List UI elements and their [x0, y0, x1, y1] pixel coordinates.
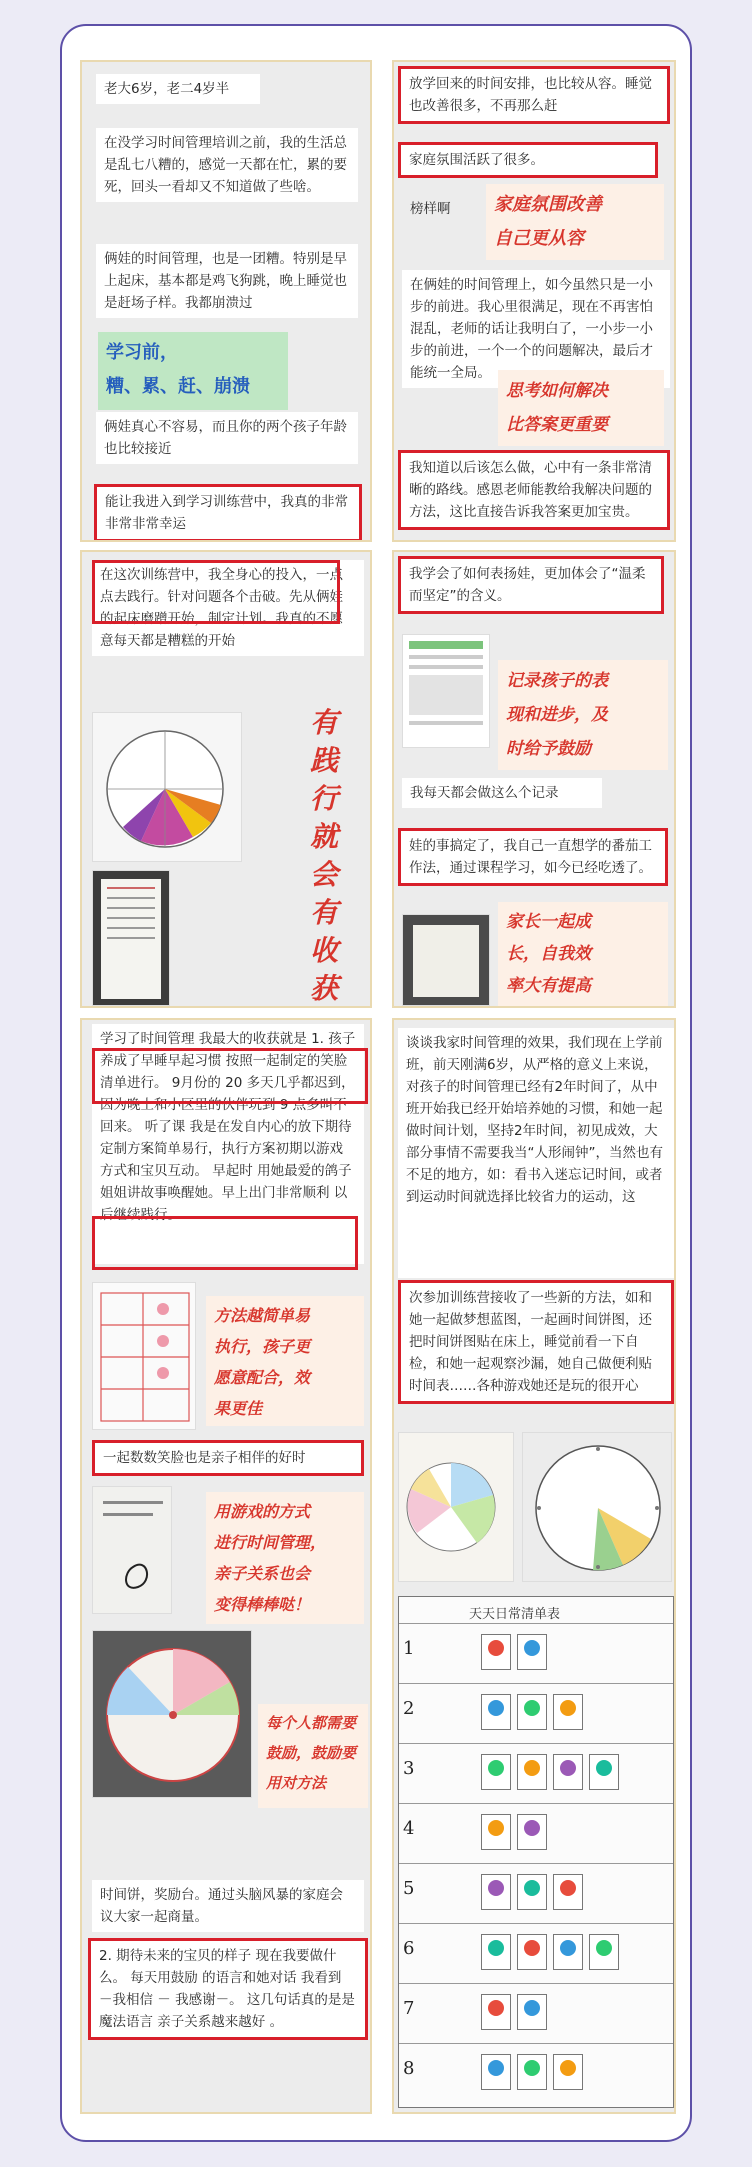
- vertical-note-char: 有: [309, 896, 338, 929]
- clock-pie-photo: [522, 1432, 672, 1582]
- vertical-note-char: 行: [309, 782, 338, 815]
- role-model-text: 榜样啊: [410, 201, 451, 217]
- habit-intro-text: 学习了时间管理 我最大的收获就是 1. 孩子养成了早睡早起习惯 按照一起制定的笑脸清单进行。 9月份的 20 多天几乎都迟到，因为晚上和小区里的伙伴玩到 9 点多叫不回来。 听了课 我是在发自内心的放下期待 定制方案简单易行，执行方案初期以游戏方式和宝贝互动。 早起时 用她最爱的鸽子姐姐讲故事唤醒她。早上出门非常顺利 以后继续践行。: [92, 1024, 364, 1264]
- vertical-note-char: 获: [309, 972, 338, 1005]
- hand-drawn-photo: [92, 1486, 172, 1614]
- future-text: 2. 期待未来的宝贝的样子 现在我要做什么。 每天用鼓励 的语言和她对话 我看到 －我相信 － 我感谢－。 这几句话真的是是魔法语言 亲子关系越来越好 。: [88, 1938, 368, 2040]
- checklist-title: 天天日常清单表: [469, 1607, 561, 1622]
- sticker-icon: [481, 1934, 511, 1970]
- panel-after-training: [392, 60, 676, 542]
- checklist-row: [399, 1983, 673, 2044]
- sticker-icon: [481, 2054, 511, 2090]
- sticker-icon: [589, 1754, 619, 1790]
- chaos-text: 俩娃的时间管理，也是一团糟。特别是早上起床，基本都是鸡飞狗跳，晚上睡觉也是赶场子样。我都崩溃过: [96, 244, 358, 318]
- checklist-row-number: 1: [403, 1638, 415, 1659]
- pie-meeting-text: 时间饼，奖励台。通过头脑风暴的家庭会议大家一起商量。: [92, 1880, 364, 1932]
- planner-photo: [402, 914, 490, 1006]
- dream-map-photo: [398, 1432, 514, 1582]
- sticker-icon: [517, 1874, 547, 1910]
- habit-highlight-box-2: [92, 1216, 358, 1270]
- checklist-row: [399, 2043, 673, 2104]
- checklist-row-number: 7: [403, 1998, 415, 2019]
- phone-screenshot-photo: [402, 634, 490, 748]
- chaos-text-2: 俩娃真心不容易，而且你的两个孩子年龄也比较接近: [96, 412, 358, 464]
- method-text: 我知道以后该怎么做，心中有一条非常清晰的路线。感恩老师能教给我解决问题的方法，这比直接告诉我答案更加宝贵。: [398, 450, 670, 530]
- vertical-note-char: 有: [309, 706, 338, 739]
- sticker-icon: [481, 1754, 511, 1790]
- smile-chart-photo: [92, 1282, 196, 1430]
- vertical-note-char: 践: [309, 744, 338, 777]
- note-game-method: 用游戏的方式 进行时间管理， 亲子关系也会 变得棒棒哒！: [206, 1492, 364, 1624]
- tomato-method-text: 娃的事搞定了，我自己一直想学的番茄工作法，通过课程学习，如今已经吃透了。: [398, 828, 668, 886]
- camp-method-text: 次参加训练营接收了一些新的方法，如和她一起做梦想蓝图，一起画时间饼图，还把时间饼图贴在床上，睡觉前看一下自检，和她一起观察沙漏，她自己做便利贴时间表……各种游戏她还是玩的很开心: [398, 1280, 674, 1404]
- sticker-icon: [589, 1934, 619, 1970]
- checklist-row-number: 2: [403, 1698, 415, 1719]
- sticker-icon: [517, 1634, 547, 1670]
- panel-habit: [80, 1018, 372, 2114]
- sticker-icon: [481, 1634, 511, 1670]
- vertical-note-char: 会: [309, 858, 338, 891]
- smile-count-text: 一起数数笑脸也是亲子相伴的好时: [92, 1440, 364, 1476]
- checklist-row: [399, 1683, 673, 1744]
- checklist-row-number: 3: [403, 1758, 415, 1779]
- sticker-icon: [481, 1814, 511, 1850]
- daily-checklist-table: [398, 1596, 674, 2108]
- sticker-icon: [517, 1754, 547, 1790]
- checklist-row-number: 4: [403, 1818, 415, 1839]
- article-frame: [60, 24, 692, 2142]
- vertical-note-char: 就: [309, 820, 338, 853]
- checklist-row-number: 5: [403, 1878, 415, 1899]
- sticker-icon: [481, 1694, 511, 1730]
- note-record-progress: 记录孩子的表 现和进步，及 时给予鼓励: [498, 660, 668, 770]
- time-pie-photo: [92, 712, 242, 862]
- progress-text: 在俩娃的时间管理上，如今虽然只是一小步的前进。我心里很满足，现在不再害怕混乱，老师的话让我明白了，一小步一小步的前进，一个一个的问题解决，最后才能统一全局。: [402, 270, 670, 388]
- record-text: 我每天都会做这么个记录: [402, 778, 602, 808]
- checklist-row: [399, 1803, 673, 1864]
- note-before-learning: 学习前， 糟、累、赶、崩溃: [98, 332, 288, 410]
- schedule-list-photo: [92, 870, 170, 1006]
- sticker-icon: [553, 1694, 583, 1730]
- panel-praise: [392, 550, 676, 1008]
- kids-age-text: 老大6岁，老二4岁半: [96, 74, 260, 104]
- sticker-icon: [553, 1754, 583, 1790]
- before-training-text: 在没学习时间管理培训之前，我的生活总是乱七八糟的，感觉一天都在忙，累的要死，回头一看却又不知道做了些啥。: [96, 128, 358, 202]
- camp-highlight-box: [92, 560, 340, 624]
- sticker-icon: [553, 1874, 583, 1910]
- camp-practice-text: 在这次训练营中，我全身心的投入，一点点去践行。针对问题各个击破。先从俩娃的起床磨蹭开始，制定计划。我真的不愿意每天都是糟糕的开始: [92, 560, 364, 656]
- sticker-icon: [517, 1814, 547, 1850]
- sticker-icon: [481, 1874, 511, 1910]
- afterschool-text: 放学回来的时间安排，也比较从容。睡觉也改善很多，不再那么赶: [398, 66, 670, 124]
- checklist-row: [399, 1863, 673, 1924]
- sticker-icon: [517, 2054, 547, 2090]
- note-encourage: 每个人都需要 鼓励，鼓励要 用对方法: [258, 1704, 368, 1808]
- checklist-row-number: 8: [403, 2058, 415, 2079]
- habit-highlight-box-1: [92, 1048, 368, 1104]
- note-simple-method: 方法越简单易 执行，孩子更 愿意配合，效 果更佳: [206, 1296, 364, 1426]
- panel-camp-practice: [80, 550, 372, 1008]
- note-family-improve: 家庭氛围改善 自己更从容: [486, 184, 664, 260]
- panel-effect: [392, 1018, 676, 2114]
- sticker-icon: [517, 1694, 547, 1730]
- sticker-icon: [481, 1994, 511, 2030]
- panel-before-training: [80, 60, 372, 542]
- praise-text: 我学会了如何表扬娃，更加体会了“温柔而坚定”的含义。: [398, 556, 664, 614]
- checklist-row: [399, 1623, 673, 1684]
- note-thinking: 思考如何解决 比答案更重要: [498, 370, 664, 446]
- checklist-row-number: 6: [403, 1938, 415, 1959]
- sticker-icon: [553, 2054, 583, 2090]
- checklist-row: [399, 1923, 673, 1984]
- vertical-note-char: 收: [309, 934, 338, 967]
- effect-text: 谈谈我家时间管理的效果，我们现在上学前班，前天刚满6岁，从严格的意义上来说，对孩子的时间管理已经有2年时间了，从中班开始我已经开始培养她的习惯，和她一起做时间计划，坚持2年时间，初见成效，大部分事情不需要我当“人形闹钟”，当然也有不足的地方，如：看书入迷忘记时间，或者到运动时间就选择比较省力的运动，这: [398, 1028, 674, 1278]
- pie-chart-photo: [92, 1630, 252, 1798]
- sticker-icon: [517, 1994, 547, 2030]
- sticker-icon: [553, 1934, 583, 1970]
- family-atmosphere-text: 家庭氛围活跃了很多。: [398, 142, 658, 178]
- note-parent-growth: 家长一起成 长，自我效 率大有提高: [498, 902, 668, 1006]
- sticker-icon: [517, 1934, 547, 1970]
- checklist-row: [399, 1743, 673, 1804]
- lucky-text: 能让我进入到学习训练营中，我真的非常非常非常幸运: [94, 484, 362, 542]
